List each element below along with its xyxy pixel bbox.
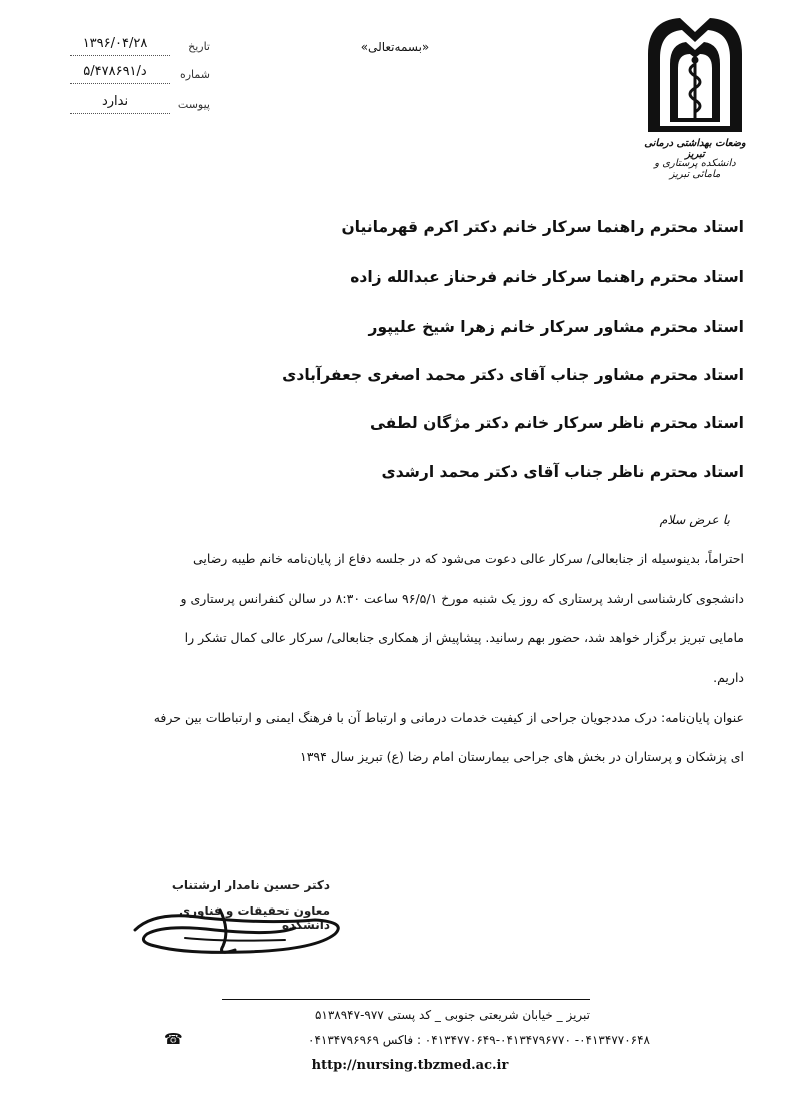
greeting: با عرض سلام xyxy=(659,512,730,527)
footer-divider xyxy=(222,999,590,1000)
date-row xyxy=(70,36,210,58)
number-label: شماره xyxy=(179,68,210,81)
logo-caption-1: وضعات بهداشتی درمانی تبریز xyxy=(644,138,746,160)
body-line: داریم. xyxy=(713,670,744,685)
thesis-title-line: ای پزشکان و پرستاران در بخش های جراحی بیمارستان امام رضا (ع) تبریز سال ۱۳۹۴ xyxy=(300,749,744,764)
recipient-line: استاد محترم مشاور جناب آقای دکتر محمد اصغری جعفرآبادی xyxy=(282,366,744,384)
handwritten-signature xyxy=(125,890,355,970)
thesis-title-line: عنوان پایان‌نامه: درک مددجویان جراحی از کیفیت خدمات درمانی و ارتباط آن با فرهنگ ایمنی و ارتباطات بین حرفه xyxy=(153,710,744,725)
recipient-line: استاد محترم ناظر جناب آقای دکتر محمد ارشدی xyxy=(381,463,744,481)
recipient-line: استاد محترم راهنما سرکار خانم دکتر اکرم قهرمانیان xyxy=(341,218,744,236)
logo-caption-2: دانشکده پرستاری و مامائی تبریز xyxy=(654,158,736,180)
signer-title: معاون تحقیقات و فناوری دانشکده xyxy=(179,904,330,932)
attachment-dots xyxy=(70,113,170,114)
attachment-row xyxy=(70,94,210,116)
recipient-line: استاد محترم راهنما سرکار خانم فرحناز عبدالله زاده xyxy=(350,268,744,286)
attachment-label: پیوست xyxy=(177,98,210,111)
number-dots xyxy=(70,83,170,84)
date-value: ۱۳۹۶/۰۴/۲۸ xyxy=(82,36,148,51)
recipient-line: استاد محترم ناظر سرکار خانم دکتر مژگان لطفی xyxy=(369,414,744,432)
footer-contacts: ۰۴۱۳۴۷۷۰۶۴۸- ۰۴۱۳۴۷۷۰۶۴۹-۰۴۱۳۴۷۹۶۷۷۰ : فاکس ۰۴۱۳۴۷۹۶۹۶۹ xyxy=(308,1033,650,1047)
attachment-value: ندارد xyxy=(101,94,129,109)
number-row xyxy=(70,64,210,86)
body-line: احتراماً، بدینوسیله از جنابعالی/ سرکار عالی دعوت می‌شود که در جلسه دفاع از پایان‌نامه خانم طیبه رضایی xyxy=(192,551,744,566)
bismillah: «بسمه‌تعالی» xyxy=(360,40,430,54)
university-emblem-icon xyxy=(640,14,750,134)
date-label: تاریخ xyxy=(188,40,210,53)
body-line: دانشجوی کارشناسی ارشد پرستاری که روز یک شنبه مورخ ۹۶/۵/۱ ساعت ۸:۳۰ در سالن کنفرانس پرستاری و xyxy=(180,591,744,606)
recipient-line: استاد محترم مشاور سرکار خانم زهرا شیخ علیپور xyxy=(368,318,744,336)
number-value: ۵/د/۴۷۸۶۹۱ xyxy=(83,64,147,79)
university-logo xyxy=(640,14,750,184)
date-dots xyxy=(70,55,170,56)
footer-url[interactable]: http://nursing.tbzmed.ac.ir xyxy=(311,1058,509,1073)
phone-icon: ☎ xyxy=(164,1030,183,1048)
signer-name: دکتر حسین نامدار ارشتناب xyxy=(171,878,330,892)
body-line: مامایی تبریز برگزار خواهد شد، حضور بهم رسانید. پیشاپیش از همکاری جنابعالی/ سرکار عالی کمال تشکر را xyxy=(184,630,744,645)
footer-address: تبریز _ خیابان شریعتی جنوبی _ کد پستی ۹۷۷-۵۱۳۸۹۴۷ xyxy=(314,1008,590,1022)
